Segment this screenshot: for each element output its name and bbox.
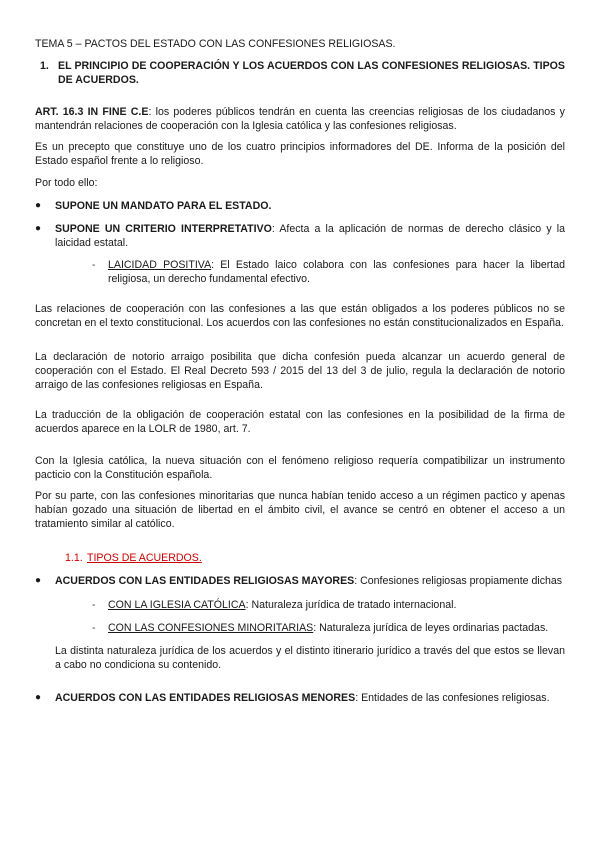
- dash-minoritarias: [108, 621, 565, 635]
- iglesia-text: : Naturaleza jurídica de tratado internacional.: [245, 599, 457, 611]
- distinta-paragraph: La distinta naturaleza jurídica de los acuerdos y el distinto itinerario jurídico a través del que estos se llevan a cabo no condiciona su contenido.: [55, 645, 565, 671]
- iglesia-paragraph: Con la Iglesia católica, la nueva situación con el fenómeno religioso requería compatibilizar un instrumento pacticio con la Constitución española.: [35, 455, 565, 481]
- laicidad-text: : El Estado laico colabora con las confesiones para hacer la libertad religiosa, un derecho fundamental efectivo.: [108, 259, 565, 285]
- bullet-dot-icon: ●: [35, 692, 42, 703]
- laicidad-label: LAICIDAD POSITIVA: [108, 259, 212, 271]
- art-text: : los poderes públicos tendrán en cuenta las creencias religiosas de los ciudadanos y mantendrán relaciones de cooperación con la Iglesia católica y las confesiones religiosas.: [35, 106, 565, 132]
- dash-icon: -: [92, 622, 96, 634]
- dash-laicidad: [108, 258, 565, 286]
- dash-icon: -: [92, 259, 96, 271]
- subsection-number: 1.1.: [65, 552, 83, 564]
- bullet-dot-icon: ●: [35, 575, 42, 586]
- minoritarias-paragraph: Por su parte, con las confesiones minoritarias que nunca habían tenido acceso a un régimen pactico y apenas habían gozado una situación de libertad en el ámbito civil, el avance se centró en obtener el acceso a un tratamiento similar al católico.: [35, 490, 565, 530]
- bullet-mayores: [55, 574, 565, 588]
- minoritarias-text: : Naturaleza jurídica de leyes ordinarias pactadas.: [313, 622, 549, 634]
- relaciones-paragraph: Las relaciones de cooperación con las confesiones a las que están obligados a los poderes públicos no se concretan en el texto constitucional. Los acuerdos con las confesiones no están constitucionalizados en España.: [35, 303, 565, 329]
- menores-text: : Entidades de las confesiones religiosas.: [355, 692, 550, 704]
- dash-icon: -: [92, 599, 96, 611]
- document-title: TEMA 5 – PACTOS DEL ESTADO CON LAS CONFESIONES RELIGIOSAS.: [35, 38, 396, 50]
- art-paragraph: [35, 105, 565, 133]
- bullet-dot-icon: ●: [35, 200, 42, 211]
- bullet-menores: [55, 691, 565, 705]
- declaracion-paragraph: La declaración de notorio arraigo posibilita que dicha confesión pueda alcanzar un acuerdo general de cooperación con el Estado. El Real Decreto 593 / 2015 del 13 del 3 de julio, regula la declaración de notorio arraigo de las confesiones religiosas en España.: [35, 351, 565, 391]
- bullet-mandato: SUPONE UN MANDATO PARA EL ESTADO.: [55, 200, 272, 212]
- precepto-paragraph: Es un precepto que constituye uno de los cuatro principios informadores del DE. Informa de la posición del Estado español frente a lo religioso.: [35, 141, 565, 167]
- section-number: 1.: [40, 60, 49, 72]
- mayores-label: ACUERDOS CON LAS ENTIDADES RELIGIOSAS MAYORES: [55, 575, 355, 587]
- bullet-dot-icon: ●: [35, 223, 42, 234]
- traduccion-paragraph: La traducción de la obligación de cooperación estatal con las confesiones en la posibilidad de la firma de acuerdos aparece en la LOLR de 1980, art. 7.: [35, 409, 565, 435]
- iglesia-label: CON LA IGLESIA CATÓLICA: [108, 599, 246, 611]
- criterio-label: SUPONE UN CRITERIO INTERPRETATIVO: [55, 223, 272, 235]
- dash-iglesia: [108, 598, 565, 612]
- minoritarias-label: CON LAS CONFESIONES MINORITARIAS: [108, 622, 314, 634]
- section-heading: EL PRINCIPIO DE COOPERACIÓN Y LOS ACUERDOS CON LAS CONFESIONES RELIGIOSAS. TIPOS DE ACUERDOS.: [58, 60, 565, 86]
- bullet-criterio: [55, 222, 565, 250]
- art-label: ART. 16.3 IN FINE C.E: [35, 106, 149, 118]
- menores-label: ACUERDOS CON LAS ENTIDADES RELIGIOSAS MENORES: [55, 692, 356, 704]
- mayores-text: : Confesiones religiosas propiamente dichas: [354, 575, 563, 587]
- subsection-heading: TIPOS DE ACUERDOS.: [87, 552, 202, 564]
- criterio-text: : Afecta a la aplicación de normas de derecho clásico y la laicidad estatal.: [55, 223, 565, 249]
- portodo-paragraph: Por todo ello:: [35, 177, 98, 189]
